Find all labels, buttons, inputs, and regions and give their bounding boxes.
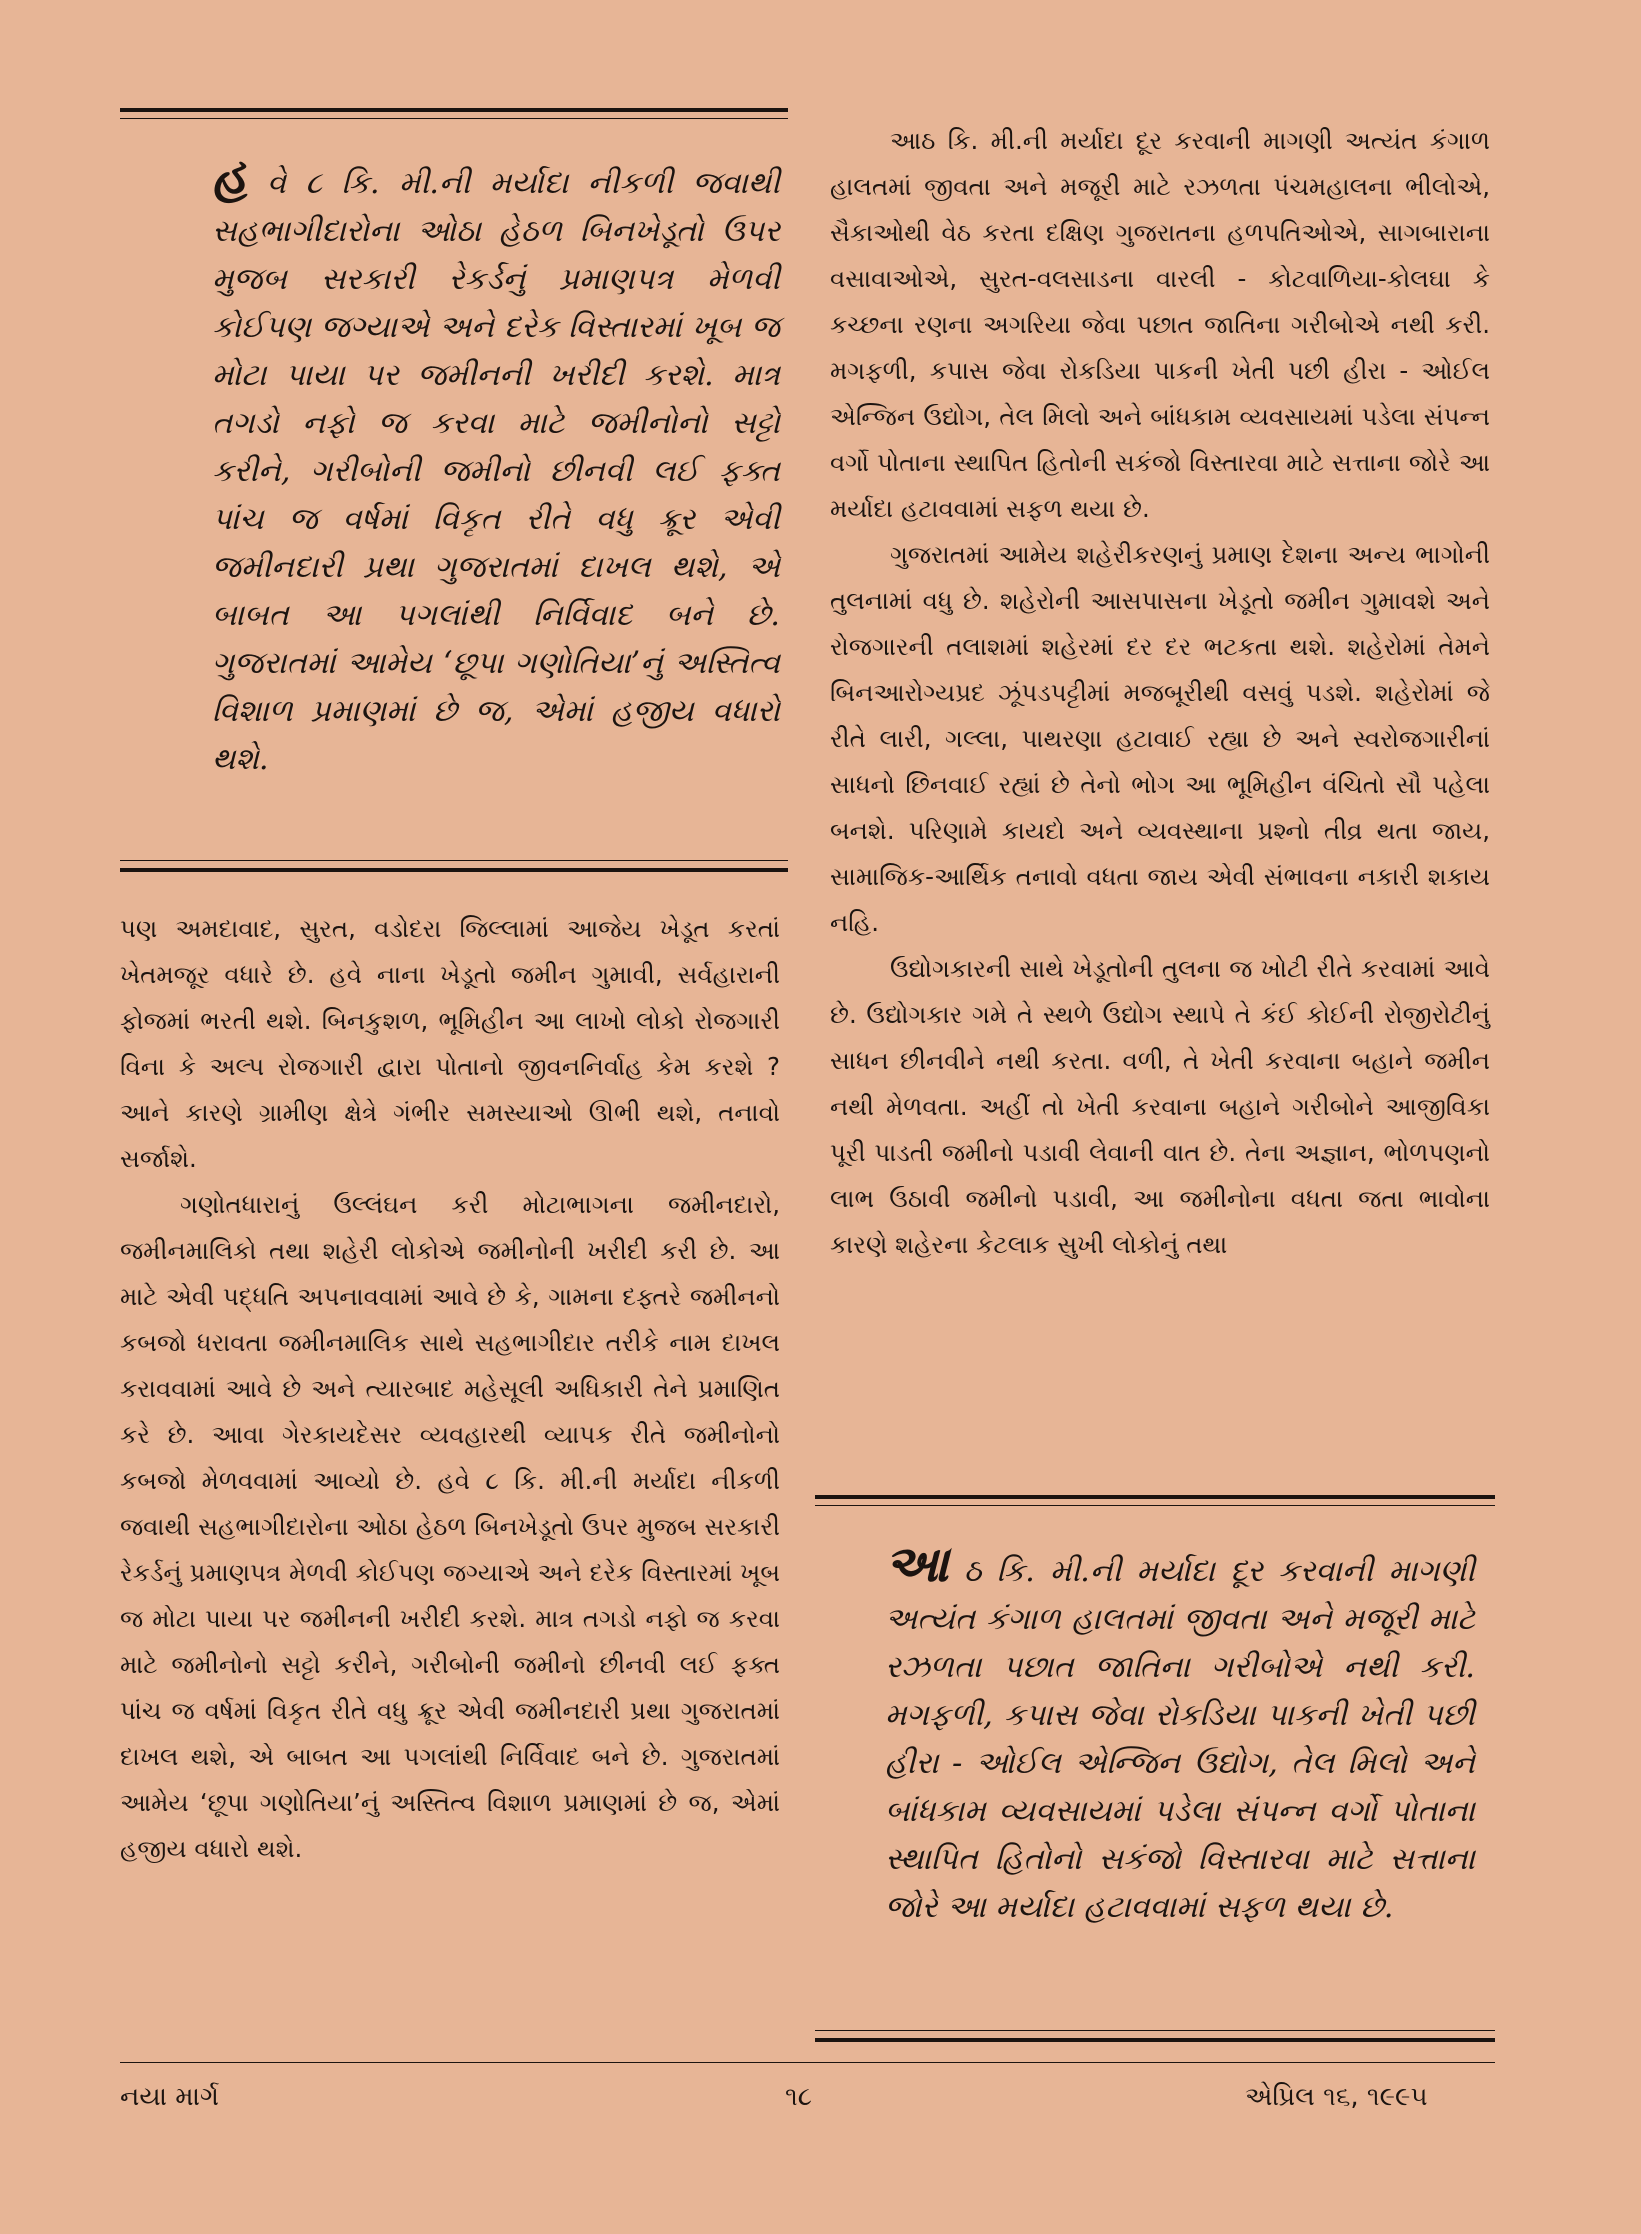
pullquote-bottom-rule-upper-thin [815, 1505, 1495, 1506]
pullquote-top-dropcap: હ [212, 146, 248, 205]
pullquote-bottom-body [835, 1534, 1475, 1932]
pullquote-bottom-rule-lower [815, 2038, 1495, 2042]
pullquote-top-rule-lower-thin [120, 860, 788, 861]
pullquote-top-rule-lower [120, 868, 788, 872]
right-paragraph-3: ઉદ્યોગકારની સાથે ખેડૂતોની તુલના જ ખોટી રીતે કરવામાં આવે છે. ઉદ્યોગકાર ગમે તે સ્થળે ઉદ્યોગ સ્થાપે તે કંઈ કોઈની રોજીરોટીનું સાધન છીનવીને નથી કરતા. વળી, તે ખેતી કરવાના બહાને જમીન નથી મેળવતા. અહીં તો ખેતી કરવાના બહાને ગરીબોને આજીવિકા પૂરી પાડતી જમીનો પડાવી લેવાની વાત છે. તેના અજ્ઞાન, ભોળપણનો લાભ ઉઠાવી જમીનો પડાવી, આ જમીનોના વધતા જતા ભાવોના કારણે શહેરના કેટલાક સુખી લોકોનું તથા [830, 954, 1490, 1259]
right-paragraph-1: આઠ કિ. મી.ની મર્યાદા દૂર કરવાની માગણી અત્યંત કંગાળ હાલતમાં જીવતા અને મજૂરી માટે રઝળતા પંચમહાલના ભીલોએ, સૈકાઓથી વેઠ કરતા દક્ષિણ ગુજરાતના હળપતિઓએ, સાગબારાના વસાવાઓએ, સુરત-વલસાડના વારલી - કોટવાળિયા-કોલઘા કે કચ્છના રણના અગરિયા જેવા પછાત જાતિના ગરીબોએ નથી કરી. મગફળી, કપાસ જેવા રોકડિયા પાકની ખેતી પછી હીરા - ઓઈલ એન્જિન ઉદ્યોગ, તેલ મિલો અને બાંધકામ વ્યવસાયમાં પડેલા સંપન્ન વર્ગો પોતાના સ્થાપિત હિતોની સકંજો વિસ્તારવા માટે સત્તાના જોરે આ મર્યાદા હટાવવામાં સફળ થયા છે. [830, 126, 1490, 523]
footer-date: એપ્રિલ ૧૬, ૧૯૯૫ [1245, 2082, 1428, 2112]
footer-publication-name: નયા માર્ગ [120, 2082, 220, 2112]
pullquote-bottom-rule-upper [815, 1495, 1495, 1499]
footer-page-number: ૧૮ [785, 2082, 813, 2112]
right-column [830, 118, 1490, 1268]
pullquote-top [120, 146, 780, 784]
pullquote-bottom-text: ઠ કિ. મી.ની મર્યાદા દૂર કરવાની માગણી અત્યંત કંગાળ હાલતમાં જીવતા અને મજૂરી માટે રઝળતા પછાત જાતિના ગરીબોએ નથી કરી. મગફળી, કપાસ જેવા રોકડિયા પાકની ખેતી પછી હીરા - ઓઈલ એન્જિન ઉદ્યોગ, તેલ મિલો અને બાંધકામ વ્યવસાયમાં પડેલા સંપન્ન વર્ગો પોતાના સ્થાપિત હિતોનો સકંજો વિસ્તારવા માટે સત્તાના જોરે આ મર્યાદા હટાવવામાં સફળ થયા છે. [885, 1554, 1475, 1925]
left-paragraph-2: ગણોતધારાનું ઉલ્લંઘન કરી મોટાભાગના જમીનદારો, જમીનમાલિકો તથા શહેરી લોકોએ જમીનોની ખરીદી કરી છે. આ માટે એવી પદ્ધતિ અપનાવવામાં આવે છે કે, ગામના દફ્તરે જમીનનો કબજો ધરાવતા જમીનમાલિક સાથે સહભાગીદાર તરીકે નામ દાખલ કરાવવામાં આવે છે અને ત્યારબાદ મહેસૂલી અધિકારી તેને પ્રમાણિત કરે છે. આવા ગેરકાયદેસર વ્યવહારથી વ્યાપક રીતે જમીનોનો કબજો મેળવવામાં આવ્યો છે. હવે ૮ કિ. મી.ની મર્યાદા નીકળી જવાથી સહભાગીદારોના ઓઠા હેઠળ બિનખેડૂતો ઉપર મુજબ સરકારી રેકર્ડનું પ્રમાણપત્ર મેળવી કોઈપણ જગ્યાએ અને દરેક વિસ્તારમાં ખૂબ જ મોટા પાયા પર જમીનની ખરીદી કરશે. માત્ર તગડો નફો જ કરવા માટે જમીનોનો સટ્ટો કરીને, ગરીબોની જમીનો છીનવી લઈ ફક્ત પાંચ જ વર્ષમાં વિકૃત રીતે વધુ ક્રૂર એવી જમીનદારી પ્રથા ગુજરાતમાં દાખલ થશે, એ બાબત આ પગલાંથી નિર્વિવાદ બને છે. ગુજરાતમાં આમેય ‘છૂપા ગણોતિયા’નું અસ્તિત્વ વિશાળ પ્રમાણમાં છે જ, એમાં હજીય વધારો થશે. [120, 1190, 780, 1863]
pullquote-bottom-dropcap: આ [885, 1534, 949, 1593]
left-paragraph-1: પણ અમદાવાદ, સુરત, વડોદરા જિલ્લામાં આજેય ખેડૂત કરતાં ખેતમજૂર વધારે છે. હવે નાના ખેડૂતો જમીન ગુમાવી, સર્વહારાની ફોજમાં ભરતી થશે. બિનકુશળ, ભૂમિહીન આ લાખો લોકો રોજગારી વિના કે અલ્પ રોજગારી દ્વારા પોતાનો જીવનનિર્વાહ કેમ કરશે ? આને કારણે ગ્રામીણ ક્ષેત્રે ગંભીર સમસ્યાઓ ઊભી થશે, તનાવો સર્જાશે. [120, 914, 780, 1173]
pullquote-top-rule-upper-thin [120, 118, 788, 119]
left-column [120, 906, 780, 1872]
pullquote-top-rule-upper [120, 108, 788, 112]
pullquote-bottom [835, 1534, 1475, 1932]
pullquote-top-body [120, 146, 780, 784]
pullquote-top-text: વે ૮ કિ. મી.ની મર્યાદા નીકળી જવાથી સહભાગીદારોના ઓઠા હેઠળ બિનખેડૂતો ઉપર મુજબ સરકારી રેકર્ડનું પ્રમાણપત્ર મેળવી કોઈપણ જગ્યાએ અને દરેક વિસ્તારમાં ખૂબ જ મોટા પાયા પર જમીનની ખરીદી કરશે. માત્ર તગડો નફો જ કરવા માટે જમીનોનો સટ્ટો કરીને, ગરીબોની જમીનો છીનવી લઈ ફક્ત પાંચ જ વર્ષમાં વિકૃત રીતે વધુ ક્રૂર એવી જમીનદારી પ્રથા ગુજરાતમાં દાખલ થશે, એ બાબત આ પગલાંથી નિર્વિવાદ બને છે. ગુજરાતમાં આમેય ‘છૂપા ગણોતિયા’નું અસ્તિત્વ વિશાળ પ્રમાણમાં છે જ, એમાં હજીય વધારો થશે. [212, 166, 780, 777]
footer-rule [120, 2062, 1495, 2063]
pullquote-bottom-rule-lower-thin [815, 2030, 1495, 2031]
right-paragraph-2: ગુજરાતમાં આમેય શહેરીકરણનું પ્રમાણ દેશના અન્ય ભાગોની તુલનામાં વધુ છે. શહેરોની આસપાસના ખેડૂતો જમીન ગુમાવશે અને રોજગારની તલાશમાં શહેરમાં દર દર ભટકતા થશે. શહેરોમાં તેમને બિનઆરોગ્યપ્રદ ઝૂંપડપટ્ટીમાં મજબૂરીથી વસવું પડશે. શહેરોમાં જે રીતે લારી, ગલ્લા, પાથરણા હટાવાઈ રહ્યા છે અને સ્વરોજગારીનાં સાધનો છિનવાઈ રહ્યાં છે તેનો ભોગ આ ભૂમિહીન વંચિતો સૌ પહેલા બનશે. પરિણામે કાયદો અને વ્યવસ્થાના પ્રશ્નો તીવ્ર થતા જાય, સામાજિક-આર્થિક તનાવો વધતા જાય એવી સંભાવના નકારી શકાય નહિ. [830, 540, 1490, 937]
